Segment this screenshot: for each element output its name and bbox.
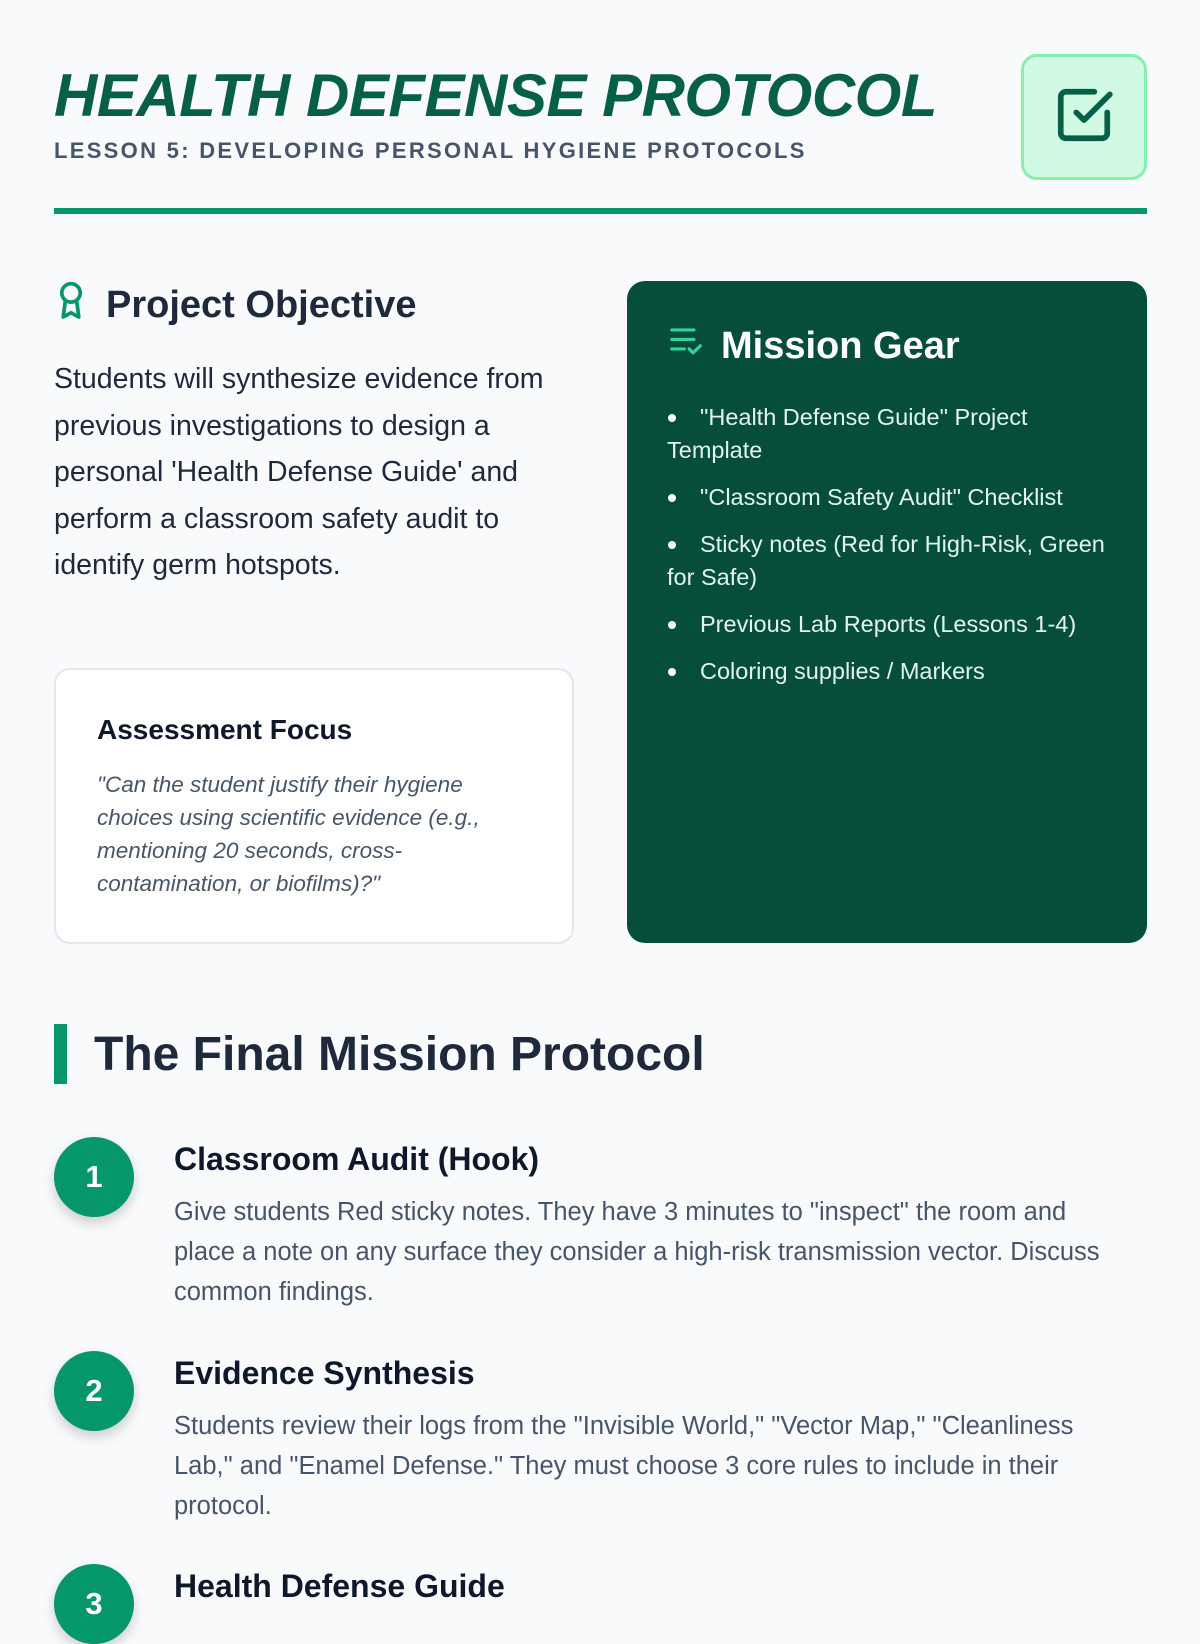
checkbox-icon <box>1053 84 1115 151</box>
step-body <box>174 1568 1134 1605</box>
step-description: Students review their logs from the "Invisible World," "Vector Map," "Cleanliness Lab," and "Enamel Defense." They must choose 3 core rules to include in their protocol. <box>174 1412 1074 1520</box>
step-description: Give students Red sticky notes. They have 3 minutes to "inspect" the room and place a note on any surface they consider a high-risk transmission vector. Discuss common findings. <box>174 1198 1100 1306</box>
step-title: Health Defense Guide <box>174 1568 505 1604</box>
step-number-badge: 3 <box>54 1564 134 1644</box>
gear-item: Previous Lab Reports (Lessons 1-4) <box>667 608 1107 641</box>
gear-item: Coloring supplies / Markers <box>667 655 1107 688</box>
page-subtitle: LESSON 5: DEVELOPING PERSONAL HYGIENE PROTOCOLS <box>54 138 807 163</box>
assessment-text: "Can the student justify their hygiene choices using scientific evidence (e.g., mentioning 20 seconds, cross-contamination, or biofilms)?" <box>97 772 480 896</box>
gear-item: "Classroom Safety Audit" Checklist <box>667 481 1107 514</box>
list-check-icon <box>667 323 705 369</box>
lesson-page <box>54 0 1147 1621</box>
gear-heading <box>667 323 1107 369</box>
step-body <box>174 1141 1134 1312</box>
objective-section <box>54 280 574 896</box>
gear-list <box>667 401 1107 688</box>
assessment-card <box>54 668 574 944</box>
step-title: Classroom Audit (Hook) <box>174 1141 540 1177</box>
gear-item: "Health Defense Guide" Project Template <box>667 401 1107 467</box>
page-header <box>54 0 1147 214</box>
objective-heading <box>54 280 574 330</box>
step-number-badge: 2 <box>54 1351 134 1431</box>
award-ribbon-icon <box>54 280 88 330</box>
objective-text: Students will synthesize evidence from previous investigations to design a personal 'Health Defense Guide' and perform a classroom safety audit to identify germ hotspots. <box>54 363 544 581</box>
mission-gear-panel <box>627 281 1147 943</box>
step-body <box>174 1355 1134 1526</box>
step-number-badge: 1 <box>54 1137 134 1217</box>
page-title: HEALTH DEFENSE PROTOCOL <box>54 62 937 129</box>
gear-title: Mission Gear <box>721 324 960 367</box>
assessment-title: Assessment Focus <box>97 714 353 745</box>
protocol-heading: The Final Mission Protocol <box>54 1024 705 1084</box>
step-title: Evidence Synthesis <box>174 1355 475 1391</box>
gear-item: Sticky notes (Red for High-Risk, Green for Safe) <box>667 528 1107 594</box>
objective-title: Project Objective <box>106 283 417 326</box>
header-badge <box>1021 54 1147 180</box>
